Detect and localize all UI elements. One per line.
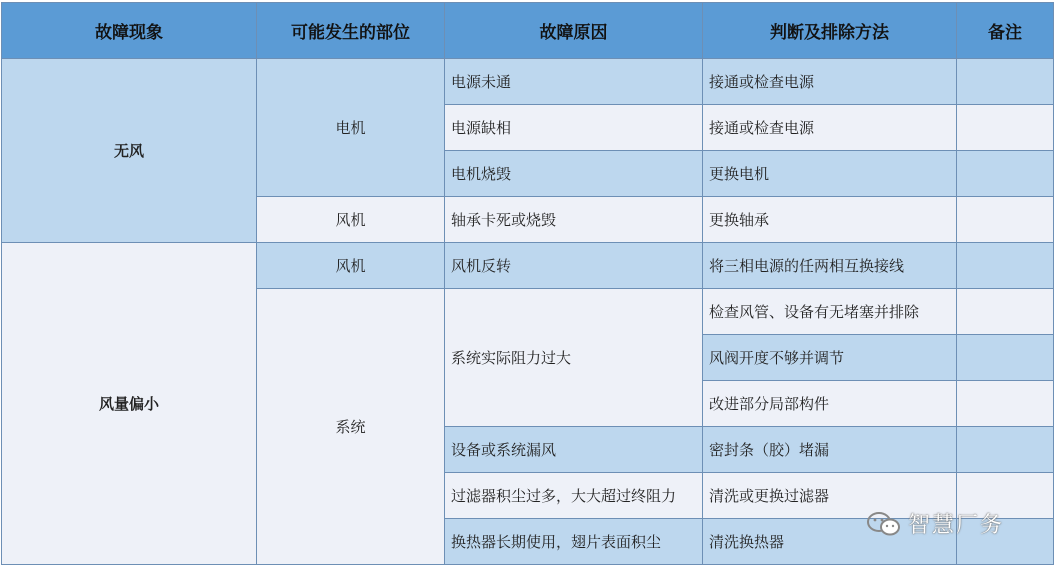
remarks-cell <box>957 381 1054 427</box>
location-cell: 系统 <box>257 289 445 565</box>
method-cell: 改进部分局部构件 <box>703 381 957 427</box>
header-row <box>2 3 1054 59</box>
remarks-cell <box>957 151 1054 197</box>
watermark-text: 智慧厂务 <box>908 513 1005 538</box>
wechat-icon <box>866 511 902 537</box>
method-cell: 清洗或更换过滤器 <box>703 473 957 519</box>
cause-cell: 轴承卡死或烧毁 <box>445 197 703 243</box>
symptom-cell: 风量偏小 <box>2 243 257 565</box>
remarks-cell <box>957 59 1054 105</box>
location-cell: 风机 <box>257 243 445 289</box>
fault-table <box>1 2 1054 565</box>
table-row <box>2 59 1054 105</box>
header-location: 可能发生的部位 <box>257 3 445 59</box>
method-cell: 密封条（胶）堵漏 <box>703 427 957 473</box>
header-remarks: 备注 <box>957 3 1054 59</box>
cause-cell: 系统实际阻力过大 <box>445 289 703 427</box>
cause-cell: 风机反转 <box>445 243 703 289</box>
remarks-cell <box>957 243 1054 289</box>
header-cause: 故障原因 <box>445 3 703 59</box>
header-symptom: 故障现象 <box>2 3 257 59</box>
remarks-cell <box>957 427 1054 473</box>
method-cell: 清洗换热器 <box>703 519 957 565</box>
table-row <box>2 243 1054 289</box>
method-cell: 接通或检查电源 <box>703 59 957 105</box>
cause-cell: 电机烧毁 <box>445 151 703 197</box>
method-cell: 风阀开度不够并调节 <box>703 335 957 381</box>
cause-cell: 设备或系统漏风 <box>445 427 703 473</box>
location-cell: 电机 <box>257 59 445 197</box>
method-cell: 更换电机 <box>703 151 957 197</box>
remarks-cell <box>957 105 1054 151</box>
cause-cell: 换热器长期使用，翅片表面积尘 <box>445 519 703 565</box>
remarks-cell <box>957 335 1054 381</box>
method-cell: 检查风管、设备有无堵塞并排除 <box>703 289 957 335</box>
cause-cell: 过滤器积尘过多，大大超过终阻力 <box>445 473 703 519</box>
method-cell: 将三相电源的任两相互换接线 <box>703 243 957 289</box>
remarks-cell <box>957 289 1054 335</box>
watermark <box>866 508 1004 539</box>
location-cell: 风机 <box>257 197 445 243</box>
cause-cell: 电源未通 <box>445 59 703 105</box>
symptom-cell: 无风 <box>2 59 257 243</box>
header-method: 判断及排除方法 <box>703 3 957 59</box>
remarks-cell <box>957 197 1054 243</box>
method-cell: 更换轴承 <box>703 197 957 243</box>
method-cell: 接通或检查电源 <box>703 105 957 151</box>
cause-cell: 电源缺相 <box>445 105 703 151</box>
